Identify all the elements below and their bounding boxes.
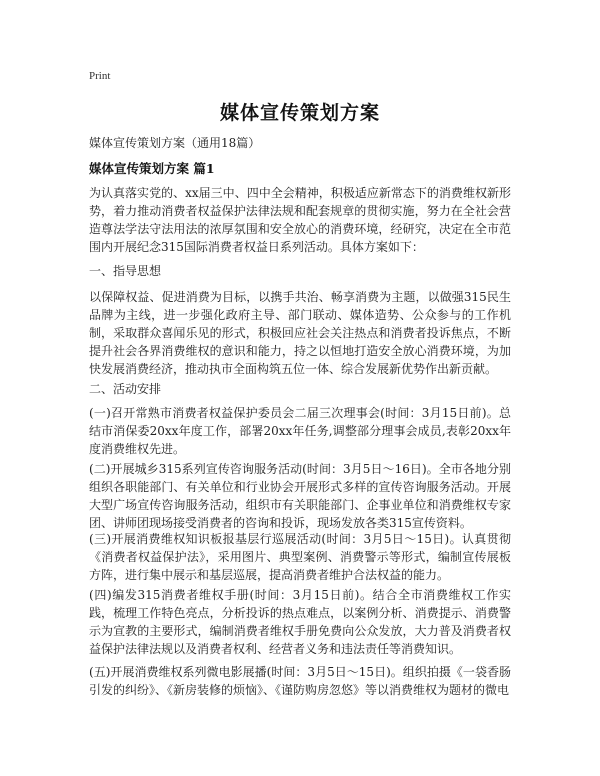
page-title: 媒体宣传策划方案 [219, 102, 380, 124]
guiding-paragraph: 以保障权益、促进消费为目标，以携手共治、畅享消费为主题，以做强315民生品牌为主线，进一步强化政府主导、部门联动、媒体造势、公众参与的工作机制，采取群众喜闻乐见的形式，积极回应社会关注热点和消费者投诉焦点，不断提升社会各界消费维权的意识和能力，持之以恒地打造安全放心消费环境，为加快发展消费经济，推动执市全面构筑五位一体、综合发展新优势作出新贡献。 [89, 290, 511, 376]
activity-item-3: (三)开展消费维权知识板报基层行巡展活动(时间：3月5日～15日)。认真贯彻《消费者权益保护法》，采用图片、典型案例、消费警示等形式，编制宣传展板方阵，进行集中展示和基层巡展，提高消费者维护合法权益的能力。 [89, 532, 511, 582]
activity-item-5: (五)开展消费维权系列微电影展播(时间：3月5日～15日)。组织拍摄《一袋香肠引发的纠纷》、《新房装修的烦恼》、《谨防购房忽悠》等以消费维权为题材的微电 [89, 665, 511, 697]
print-link[interactable]: Print [89, 70, 111, 82]
activity-item-2: (二)开展城乡315系列宣传咨询服务活动(时间：3月5日～16日)。全市各地分别组织各职能部门、有关单位和行业协会开展形式多样的宣传咨询服务活动。开展大型广场宣传咨询服务活动，组织市有关职能部门、企事业单位和消费维权专家团、讲师团现场接受消费者的咨询和投诉，现场发放各类315宣传资料。 [89, 462, 511, 530]
heading-activities: 二、活动安排 [89, 382, 162, 396]
heading-guiding-principle: 一、指导思想 [89, 264, 162, 278]
intro-paragraph: 为认真落实党的、xx届三中、四中全会精神，积极适应新常态下的消费维权新形势，着力推动消费者权益保护法律法规和配套规章的贯彻实施，努力在全社会营造尊法学法守法用法的浓厚氛围和安全放心的消费环境，经研究，决定在全市范围内开展纪念315国际消费者权益日系列活动。具体方案如下： [89, 186, 511, 254]
document-subtitle: 媒体宣传策划方案（通用18篇） [89, 136, 261, 150]
activity-item-1: (一)召开常熟市消费者权益保护委员会二届三次理事会(时间：3月15日前)。总结市消保委20xx年度工作，部署20xx年任务,调整部分理事会成员,表彰20xx年度消费维权先进。 [89, 406, 511, 456]
activity-item-4: (四)编发315消费者维权手册(时间：3月15日前)。结合全市消费维权工作实践，梳理工作特色亮点，分析投诉的热点难点，以案例分析、消费提示、消费警示为宣教的主要形式，编制消费者维权手册免费向公众发放，大力普及消费者权益保护法律法规以及消费者权利、经营者义务和违法责任等消费知识。 [89, 588, 511, 656]
section-title: 媒体宣传策划方案 篇1 [89, 161, 215, 176]
